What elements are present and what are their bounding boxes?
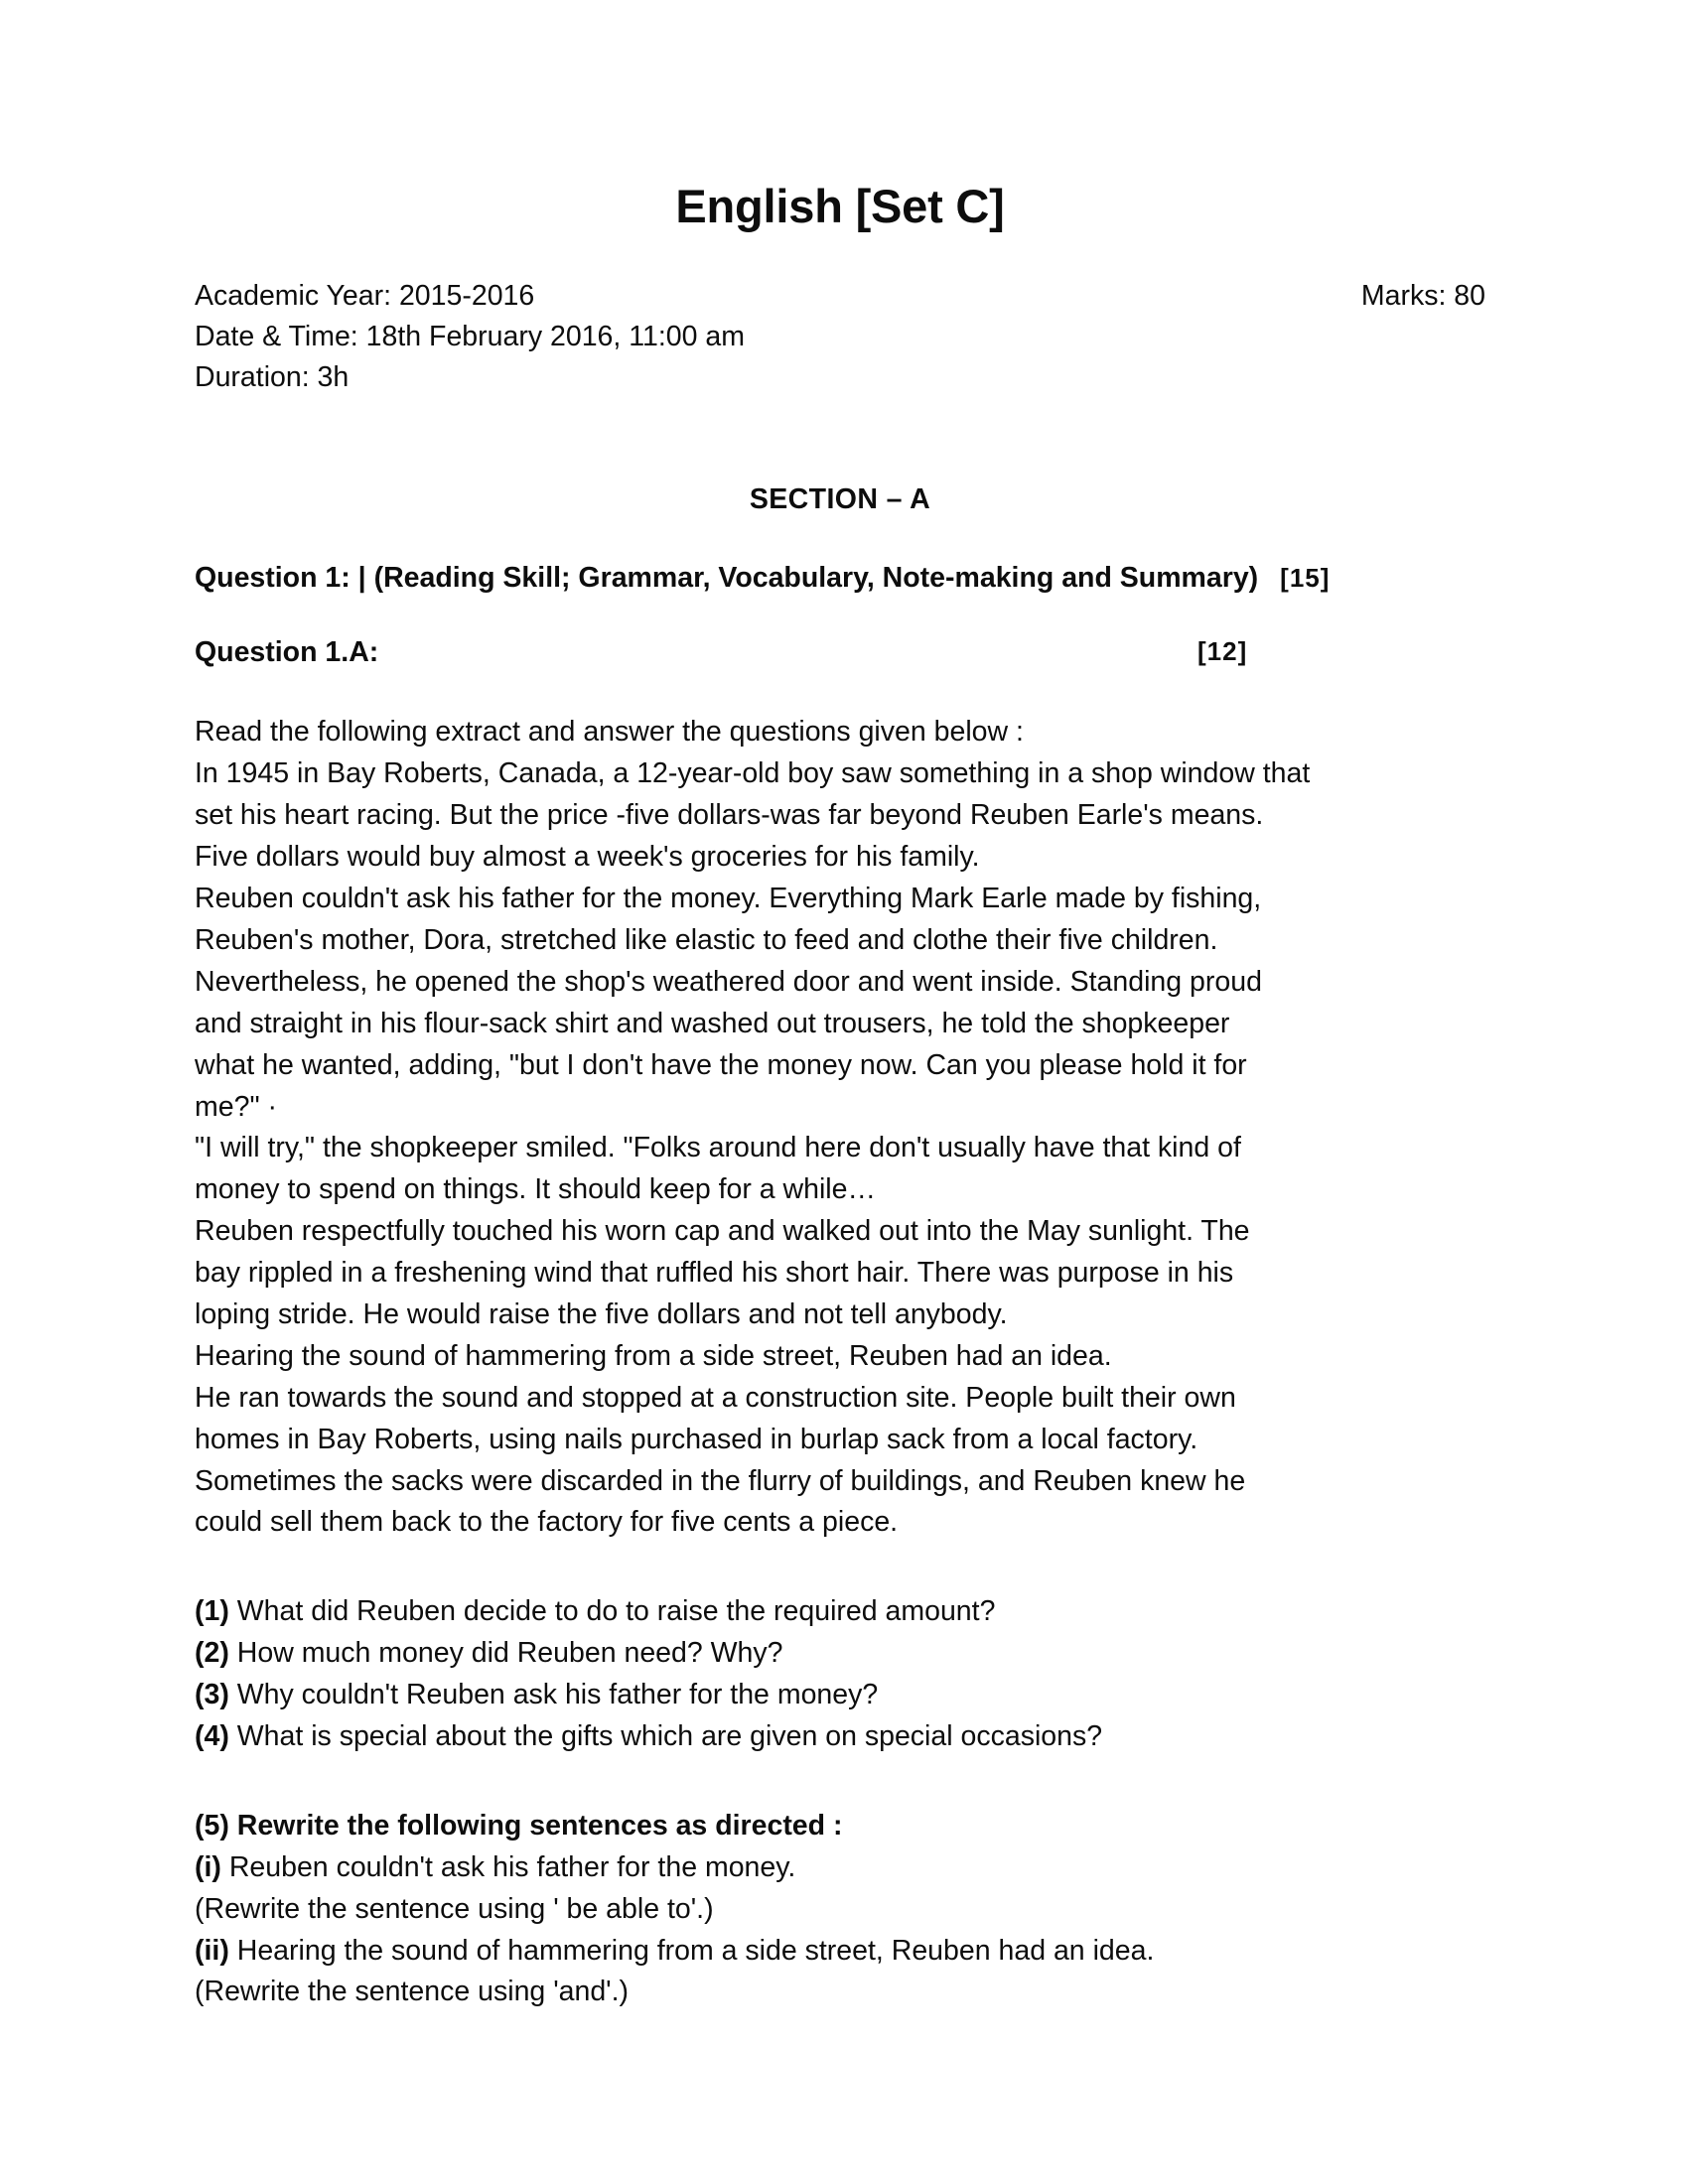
passage-line: In 1945 in Bay Roberts, Canada, a 12-year-old boy saw something in a shop window that [195, 757, 1311, 790]
passage-instruction: Read the following extract and answer the questions given below : [195, 716, 1024, 749]
question-1-label: Question 1: | (Reading Skill; Grammar, Vocabulary, Note-making and Summary) [195, 562, 1259, 595]
academic-year-line: Academic Year: 2015-2016 [195, 280, 535, 313]
sub-question-text: How much money did Reuben need? Why? [228, 1637, 783, 1670]
total-marks-label: Marks: 80 [1360, 280, 1485, 313]
question-1-marks: [15] [1280, 563, 1331, 594]
list-item [195, 1633, 1485, 1675]
reading-passage [195, 712, 1485, 1544]
passage-line: Hearing the sound of hammering from a side street, Reuben had an idea. [195, 1339, 1112, 1372]
list-item [195, 1716, 1485, 1758]
document-content [195, 149, 1485, 2013]
passage-line: money to spend on things. It should keep for a while… [195, 1173, 876, 1206]
passage-line: Five dollars would buy almost a week's groceries for his family. [195, 841, 980, 874]
duration-line: Duration: 3h [195, 361, 350, 394]
rewrite-item-marker: (i) [195, 1850, 221, 1883]
passage-line: set his heart racing. But the price -five dollars-was far beyond Reuben Earle's means. [195, 799, 1264, 832]
passage-line: Reuben respectfully touched his worn cap and walked out into the May sunlight. The [195, 1215, 1250, 1248]
sub-question-number: (2) [195, 1637, 229, 1670]
passage-line: and straight in his flour-sack shirt and washed out trousers, he told the shopkeeper [195, 1007, 1230, 1039]
rewrite-heading: (5) Rewrite the following sentences as directed : [195, 1809, 843, 1842]
rewrite-item-text: Hearing the sound of hammering from a side street, Reuben had an idea. [228, 1934, 1155, 1967]
section-heading: SECTION – A [749, 483, 931, 516]
rewrite-item-marker: (ii) [195, 1934, 229, 1967]
passage-line: Nevertheless, he opened the shop's weathered door and went inside. Standing proud [195, 965, 1262, 998]
sub-question-text: Why couldn't Reuben ask his father for the money? [228, 1679, 879, 1711]
exam-metadata-rows [195, 276, 1098, 398]
passage-line: loping stride. He would raise the five dollars and not tell anybody. [195, 1297, 1008, 1330]
sub-question-number: (3) [195, 1679, 229, 1711]
rewrite-directions-block [195, 1806, 1485, 2013]
passage-line: homes in Bay Roberts, using nails purchased in burlap sack from a local factory. [195, 1423, 1198, 1455]
date-time-line: Date & Time: 18th February 2016, 11:00 am [195, 321, 745, 353]
sub-question-text: What did Reuben decide to do to raise the required amount? [228, 1595, 996, 1628]
question-1a-label: Question 1.A: [195, 636, 379, 669]
rewrite-item [195, 1847, 1485, 1889]
sub-question-number: (1) [195, 1595, 229, 1628]
passage-line: me?" · [195, 1090, 277, 1123]
sub-question-text: What is special about the gifts which are given on special occasions? [228, 1719, 1103, 1752]
exam-metadata [195, 276, 1485, 398]
passage-line: could sell them back to the factory for five cents a piece. [195, 1506, 899, 1539]
page-title: English [Set C] [675, 180, 1005, 232]
rewrite-item-direction: (Rewrite the sentence using 'and'.) [195, 1976, 630, 2008]
rewrite-item-direction: (Rewrite the sentence using ' be able to'.) [195, 1892, 714, 1925]
list-item [195, 1675, 1485, 1716]
sub-question-number: (4) [195, 1719, 229, 1752]
passage-line: "I will try," the shopkeeper smiled. "Folks around here don't usually have that kind of [195, 1132, 1241, 1164]
rewrite-item-text: Reuben couldn't ask his father for the money. [220, 1850, 796, 1883]
rewrite-item [195, 1931, 1485, 1973]
passage-line: Reuben's mother, Dora, stretched like elastic to feed and clothe their five children. [195, 923, 1218, 956]
passage-line: Reuben couldn't ask his father for the money. Everything Mark Earle made by fishing, [195, 883, 1262, 915]
list-item [195, 1591, 1485, 1633]
sub-question-list [195, 1591, 1485, 1758]
question-1-header [195, 562, 1485, 595]
passage-line: what he wanted, adding, "but I don't have the money now. Can you please hold it for [195, 1048, 1247, 1081]
passage-line: bay rippled in a freshening wind that ruffled his short hair. There was purpose in his [195, 1257, 1234, 1290]
question-1a-header [195, 636, 1485, 672]
passage-line: He ran towards the sound and stopped at a construction site. People built their own [195, 1381, 1236, 1414]
question-1a-marks: [12] [1197, 636, 1248, 667]
passage-line: Sometimes the sacks were discarded in the flurry of buildings, and Reuben knew he [195, 1464, 1246, 1497]
